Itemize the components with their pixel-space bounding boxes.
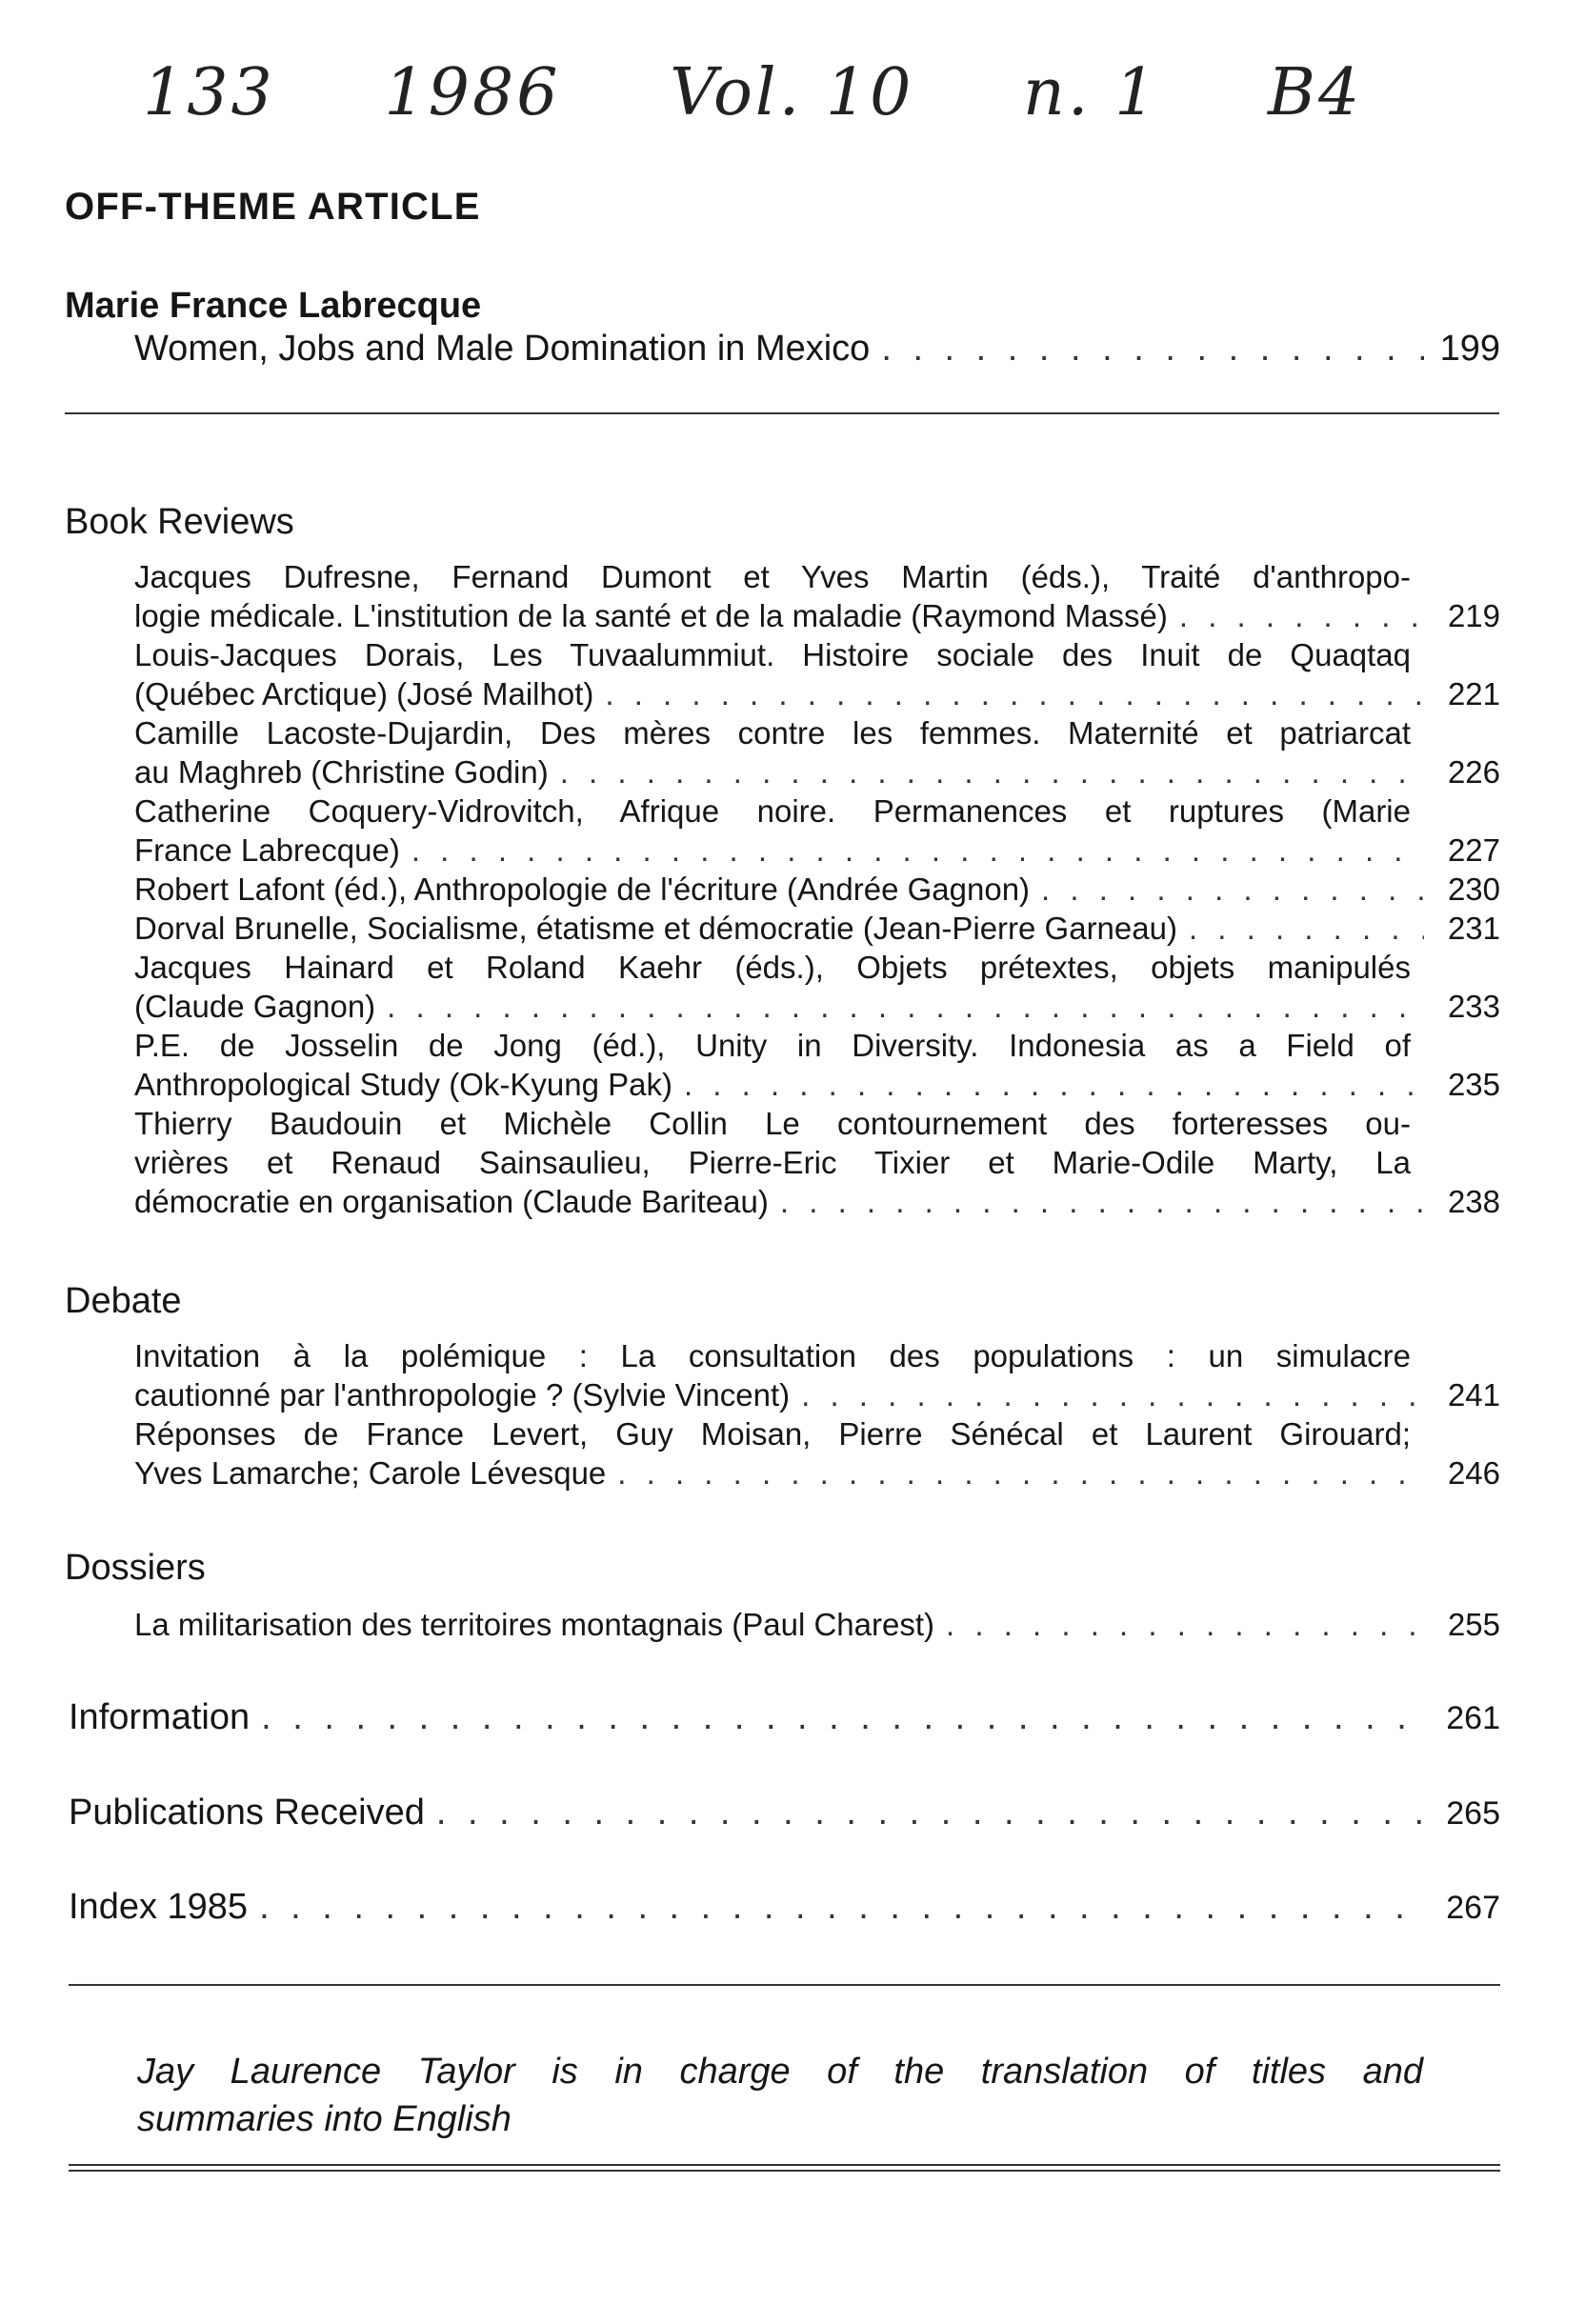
entry-text-line: France Labrecque) — [134, 832, 400, 868]
entry-text-line: Yves Lamarche; Carole Lévesque — [134, 1455, 607, 1491]
page-number: 238 — [1447, 1184, 1500, 1219]
dot-leader — [605, 674, 1424, 713]
toc-entry[interactable] — [134, 1026, 1500, 1104]
entry-text-line: Réponses de France Levert, Guy Moisan, Pierre Sénécal et Laurent Girouard; — [134, 1416, 1411, 1452]
dossiers-heading: Dossiers — [65, 1548, 206, 1588]
page-number: 255 — [1447, 1607, 1500, 1642]
entry-text-line: Jacques Dufresne, Fernand Dumont et Yves Martin (éds.), Traité d'anthropo- — [134, 559, 1411, 594]
toc-entry[interactable] — [134, 791, 1500, 870]
handwritten-item: Vol. 10 — [670, 55, 914, 130]
page-number: 221 — [1447, 676, 1500, 711]
handwritten-item: n. 1 — [1023, 55, 1159, 130]
dot-leader — [684, 1065, 1424, 1104]
double-divider — [69, 2164, 1500, 2172]
page-number: 219 — [1447, 598, 1500, 633]
dot-leader — [881, 329, 1424, 370]
toc-entry[interactable] — [134, 909, 1500, 948]
dot-leader — [261, 1697, 1424, 1738]
entry-text-line: Invitation à la polémique : La consultation des populations : un simulacre — [134, 1338, 1411, 1373]
entry-text-line: La militarisation des territoires montagnais (Paul Charest) — [134, 1607, 935, 1642]
off-theme-heading: OFF-THEME ARTICLE — [65, 186, 481, 228]
dot-leader — [617, 1453, 1424, 1493]
page-number: 230 — [1447, 872, 1500, 907]
handwritten-item: 133 — [143, 55, 275, 130]
page-number: 246 — [1447, 1455, 1500, 1491]
entry-text-line: vrières et Renaud Sainsaulieu, Pierre-Eric Tixier et Marie-Odile Marty, La — [134, 1145, 1411, 1180]
note-line: summaries into English — [137, 2099, 512, 2139]
toc-entry[interactable] — [134, 1414, 1500, 1493]
section-label: Publications Received — [69, 1793, 425, 1833]
entry-text-line: (Claude Gagnon) — [134, 989, 376, 1024]
entry-text-line: (Québec Arctique) (José Mailhot) — [134, 676, 594, 711]
dot-leader — [1179, 596, 1424, 635]
debate-list — [134, 1336, 1500, 1493]
entry-text-line: Thierry Baudouin et Michèle Collin Le contournement des forteresses ou- — [134, 1106, 1411, 1141]
handwritten-call-number — [143, 55, 1362, 130]
dot-leader — [946, 1605, 1424, 1644]
page-number: 227 — [1447, 832, 1500, 868]
page-number: 199 — [1439, 329, 1500, 369]
page-number: 235 — [1447, 1067, 1500, 1102]
dot-leader — [387, 987, 1424, 1026]
dot-leader — [259, 1887, 1424, 1928]
page-number: 267 — [1446, 1890, 1500, 1926]
entry-text-line: Camille Lacoste-Dujardin, Des mères contre les femmes. Maternité et patriarcat — [134, 715, 1411, 751]
dot-leader — [780, 1182, 1424, 1221]
page-number: 226 — [1447, 754, 1500, 790]
toc-entry[interactable] — [134, 870, 1500, 909]
book-reviews-list — [134, 557, 1500, 1221]
dot-leader — [801, 1375, 1424, 1414]
off-theme-entry[interactable] — [134, 329, 1500, 370]
dot-leader — [560, 752, 1424, 791]
toc-entry[interactable] — [134, 713, 1500, 791]
dot-leader — [436, 1793, 1424, 1833]
section-label: Index 1985 — [69, 1887, 249, 1927]
dot-leader — [1189, 909, 1424, 948]
handwritten-item: 1986 — [384, 55, 561, 130]
toc-entry[interactable] — [134, 1605, 1500, 1644]
page-number: 233 — [1447, 989, 1500, 1024]
off-theme-title: Women, Jobs and Male Domination in Mexico — [134, 329, 871, 369]
dossiers-list — [134, 1605, 1500, 1644]
entry-text-line: Dorval Brunelle, Socialisme, étatisme et démocratie (Jean-Pierre Garneau) — [134, 911, 1177, 946]
entry-text-line: démocratie en organisation (Claude Bariteau) — [134, 1184, 769, 1219]
dot-leader — [1041, 870, 1424, 909]
entry-text-line: logie médicale. L'institution de la santé et de la maladie (Raymond Massé) — [134, 598, 1168, 633]
divider — [69, 1984, 1500, 1986]
page-number: 261 — [1446, 1700, 1500, 1736]
index-entry[interactable] — [69, 1887, 1500, 1928]
translation-note — [137, 2048, 1423, 2143]
entry-text-line: Anthropological Study (Ok-Kyung Pak) — [134, 1067, 672, 1102]
entry-text-line: Robert Lafont (éd.), Anthropologie de l'écriture (Andrée Gagnon) — [134, 872, 1031, 907]
entry-text-line: au Maghreb (Christine Godin) — [134, 754, 549, 790]
entry-text-line: Catherine Coquery-Vidrovitch, Afrique noire. Permanences et ruptures (Marie — [134, 793, 1411, 829]
entry-text-line: Louis-Jacques Dorais, Les Tuvaalummiut. Histoire sociale des Inuit de Quaqtaq — [134, 637, 1411, 672]
toc-entry[interactable] — [134, 1104, 1500, 1221]
section-label: Information — [69, 1697, 251, 1737]
debate-heading: Debate — [65, 1281, 182, 1321]
note-line: Jay Laurence Taylor is in charge of the translation of titles and — [137, 2052, 1423, 2092]
page-number: 241 — [1447, 1377, 1500, 1412]
divider — [65, 412, 1499, 414]
toc-entry[interactable] — [134, 557, 1500, 635]
toc-entry[interactable] — [134, 948, 1500, 1026]
entry-text-line: cautionné par l'anthropologie ? (Sylvie Vincent) — [134, 1377, 791, 1412]
book-reviews-heading: Book Reviews — [65, 502, 294, 542]
entry-text-line: P.E. de Josselin de Jong (éd.), Unity in Diversity. Indonesia as a Field of — [134, 1028, 1411, 1063]
toc-entry[interactable] — [134, 1336, 1500, 1414]
page-number: 265 — [1446, 1795, 1500, 1832]
off-theme-author: Marie France Labrecque — [65, 286, 482, 326]
handwritten-item: B4 — [1267, 55, 1363, 130]
publications-received-entry[interactable] — [69, 1793, 1500, 1833]
entry-text-line: Jacques Hainard et Roland Kaehr (éds.), Objets prétextes, objets manipulés — [134, 950, 1411, 985]
dot-leader — [411, 831, 1424, 870]
page-number: 231 — [1447, 911, 1500, 946]
information-entry[interactable] — [69, 1697, 1500, 1738]
toc-entry[interactable] — [134, 635, 1500, 713]
